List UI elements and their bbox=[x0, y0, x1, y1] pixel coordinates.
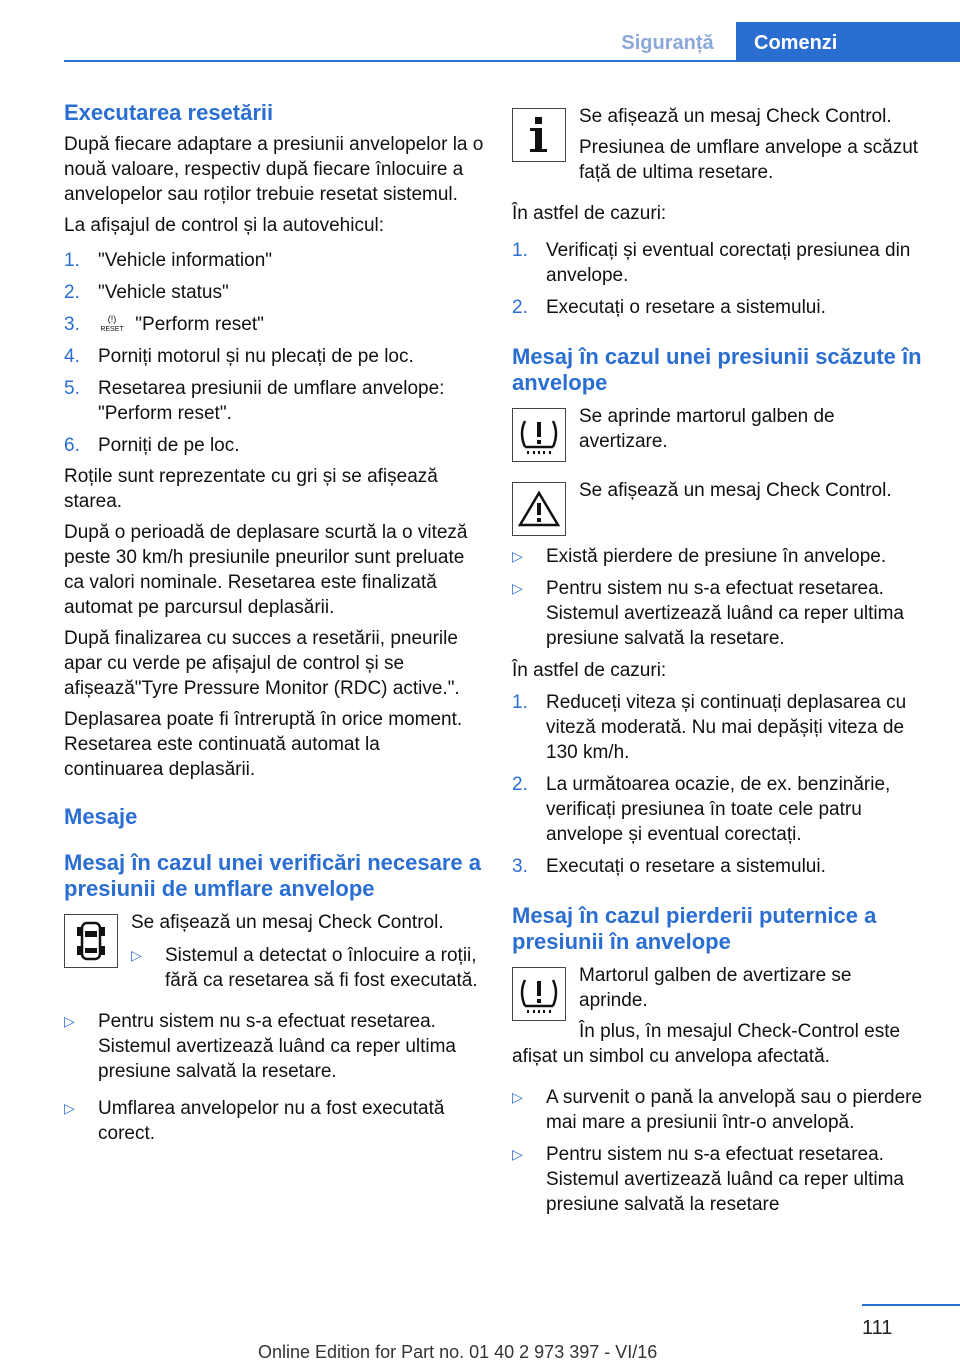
list-item: ▷ Umflarea anvelopelor nu a fost executată corect. bbox=[64, 1098, 445, 1144]
footer-rule bbox=[862, 1304, 960, 1306]
paragraph: În plus, în mesajul Check-Control este afișat un simbol cu anvelopa afectată. bbox=[512, 1021, 901, 1067]
list-item: ▷ Sistemul a detectat o înlocuire a roții, fără ca resetarea să fi fost executată. bbox=[131, 945, 478, 991]
tab-safety[interactable]: Siguranță bbox=[621, 32, 714, 54]
list-item: ▷ Există pierdere de presiune în anvelope. bbox=[512, 546, 887, 567]
bullet-icon: ▷ bbox=[512, 548, 523, 564]
steps bbox=[512, 690, 924, 879]
warning-triangle-icon bbox=[512, 482, 566, 536]
edition-text: Online Edition for Part no. 01 40 2 973 397 - VI/16 bbox=[258, 1342, 658, 1362]
warning-text: Martorul galben de avertizare se aprinde. bbox=[579, 965, 852, 1011]
list-item: ▷ A survenit o pană la anvelopă sau o pierdere mai mare a presiunii într-o anvelopă. bbox=[512, 1087, 923, 1133]
list-item: 6. Porniți de pe loc. bbox=[64, 435, 240, 456]
bullets bbox=[64, 1009, 484, 1146]
list-item: 3. Executați o resetare a sistemului. bbox=[512, 856, 826, 877]
list-item: 3. (!) RESET "Perform reset" bbox=[64, 314, 264, 335]
bullet-icon: ▷ bbox=[64, 1013, 75, 1029]
sub-bullets bbox=[131, 943, 484, 993]
right-column bbox=[512, 104, 924, 1217]
car-tyres-icon bbox=[64, 914, 118, 968]
warning-light-row bbox=[512, 404, 924, 464]
paragraph: Roțile sunt reprezentate cu gri și se afișează starea. bbox=[64, 466, 438, 512]
bullet-icon: ▷ bbox=[64, 1100, 75, 1116]
info-text: Se afișează un mesaj Check Control. bbox=[579, 106, 892, 127]
info-text: Presiunea de umflare anvelope a scăzut față de ultima resetare. bbox=[579, 137, 919, 183]
header-rule bbox=[64, 60, 960, 62]
list-item: ▷ Pentru sistem nu s-a efectuat resetarea. Sistemul avertizează luând ca reper ultima presiune salvată la resetare. bbox=[512, 578, 905, 649]
tyre-warning-icon bbox=[512, 408, 566, 462]
list-item: 2. La următoarea ocazie, de ex. benzinărie, verificați presiunea în toate cele patru anvelope și eventual corectați. bbox=[512, 774, 891, 845]
list-item: 2. "Vehicle status" bbox=[64, 282, 229, 303]
check-control-row bbox=[64, 910, 484, 993]
bullet-icon: ▷ bbox=[512, 580, 523, 596]
warning-text: Se aprinde martorul galben de avertizare. bbox=[579, 406, 835, 452]
list-item: 1. "Vehicle information" bbox=[64, 250, 273, 271]
list-item: 2. Executați o resetare a sistemului. bbox=[512, 297, 826, 318]
list-item: ▷ Pentru sistem nu s-a efectuat resetarea. Sistemul avertizează luând ca reper ultima presiune salvată la resetare bbox=[512, 1144, 905, 1215]
tyre-warning-icon bbox=[512, 967, 566, 1021]
list-item: 1. Reduceți viteza și continuați deplasarea cu viteză moderată. Nu mai depășiți viteza de 130 km/h. bbox=[512, 692, 907, 763]
heading-low-pressure: Mesaj în cazul unei presiunii scăzute în anvelope bbox=[512, 344, 922, 395]
left-column bbox=[64, 100, 484, 1146]
steps bbox=[512, 238, 924, 320]
paragraph: După finalizarea cu succes a resetării, pneurile apar cu verde pe afișajul de control și se afișează"Tyre Pressure Monitor (RDC) active.". bbox=[64, 628, 460, 699]
check-control-row bbox=[512, 478, 924, 538]
bullet-icon: ▷ bbox=[131, 947, 142, 963]
list-item: ▷ Pentru sistem nu s-a efectuat resetarea. Sistemul avertizează luând ca reper ultima presiune salvată la resetare. bbox=[64, 1011, 457, 1082]
bullets bbox=[512, 1085, 924, 1217]
list-item: 4. Porniți motorul și nu plecați de pe loc. bbox=[64, 346, 414, 367]
tab-controls[interactable]: Comenzi bbox=[736, 22, 960, 62]
list-item: 1. Verificați și eventual corectați presiunea din anvelope. bbox=[512, 240, 911, 286]
paragraph: După fiecare adaptare a presiunii anvelopelor la o nouă valoare, respectiv după fiecare înlocuire a anvelopelor sau roților trebuie resetat sistemul. bbox=[64, 134, 484, 205]
heading-reset: Executarea resetării bbox=[64, 100, 274, 125]
bullet-icon: ▷ bbox=[512, 1089, 523, 1105]
heading-check-pressure: Mesaj în cazul unei verificări necesare a presiunii de umflare anvelope bbox=[64, 850, 481, 901]
info-icon bbox=[512, 108, 566, 162]
reset-steps bbox=[64, 248, 484, 458]
check-control-text: Se afișează un mesaj Check Control. bbox=[579, 480, 892, 501]
paragraph: Deplasarea poate fi întreruptă în orice moment. Resetarea este continuată automat la continuarea deplasării. bbox=[64, 709, 463, 780]
paragraph: În astfel de cazuri: bbox=[512, 660, 667, 681]
bullet-icon: ▷ bbox=[512, 1146, 523, 1162]
paragraph: La afișajul de control și la autovehicul: bbox=[64, 215, 385, 236]
tyre-reset-icon: (!) RESET bbox=[100, 314, 124, 334]
paragraph: După o perioadă de deplasare scurtă la o viteză peste 30 km/h presiunile pneurilor sunt preluate ca valori nominale. Resetarea este finalizată automat pe parcursul deplasării. bbox=[64, 522, 468, 618]
page-number: 111 bbox=[862, 1317, 893, 1339]
check-control-text: Se afișează un mesaj Check Control. bbox=[131, 912, 444, 933]
heading-major-loss: Mesaj în cazul pierderii puternice a presiunii în anvelope bbox=[512, 903, 877, 954]
bullets bbox=[512, 544, 924, 651]
info-row bbox=[512, 104, 924, 185]
warning-light-row bbox=[512, 963, 924, 1019]
heading-messages: Mesaje bbox=[64, 804, 138, 829]
list-item: 5. Resetarea presiunii de umflare anvelope: "Perform reset". bbox=[64, 378, 445, 424]
paragraph: În astfel de cazuri: bbox=[512, 203, 667, 224]
